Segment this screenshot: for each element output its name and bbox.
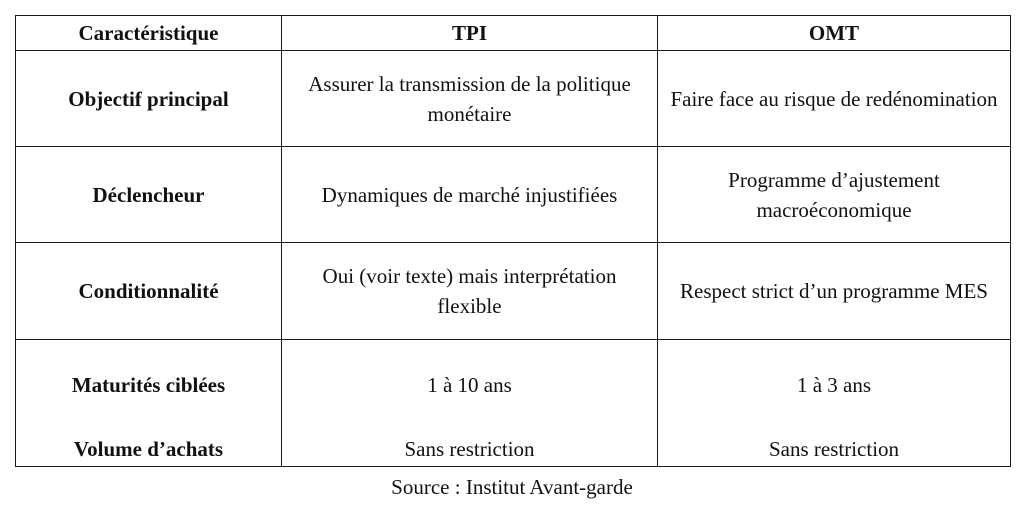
tpi-cell: Sans restriction (282, 404, 658, 467)
omt-cell: Sans restriction (658, 404, 1011, 467)
row-label: Maturités ciblées (16, 340, 282, 405)
tpi-cell: Dynamiques de marché injustifiées (282, 147, 658, 243)
omt-cell: 1 à 3 ans (658, 340, 1011, 405)
comparison-table (15, 15, 1011, 467)
row-label: Déclencheur (16, 147, 282, 243)
omt-cell: Programme d’ajustement macroéconomique (658, 147, 1011, 243)
source-caption: Source : Institut Avant-garde (391, 475, 633, 499)
header-tpi: TPI (282, 16, 658, 51)
table-row (16, 340, 1011, 405)
omt-cell: Faire face au risque de redénomination (658, 51, 1011, 147)
table-row (16, 404, 1011, 467)
row-label: Objectif principal (16, 51, 282, 147)
row-label: Volume d’achats (16, 404, 282, 467)
table-row (16, 147, 1011, 243)
table-row (16, 243, 1011, 340)
header-characteristic: Caractéristique (16, 16, 282, 51)
tpi-cell: 1 à 10 ans (282, 340, 658, 405)
table-header-row (16, 16, 1011, 51)
omt-cell: Respect strict d’un programme MES (658, 243, 1011, 340)
table-row (16, 51, 1011, 147)
tpi-cell: Assurer la transmission de la politique monétaire (282, 51, 658, 147)
tpi-cell: Oui (voir texte) mais interprétation flexible (282, 243, 658, 340)
row-label: Conditionnalité (16, 243, 282, 340)
header-omt: OMT (658, 16, 1011, 51)
